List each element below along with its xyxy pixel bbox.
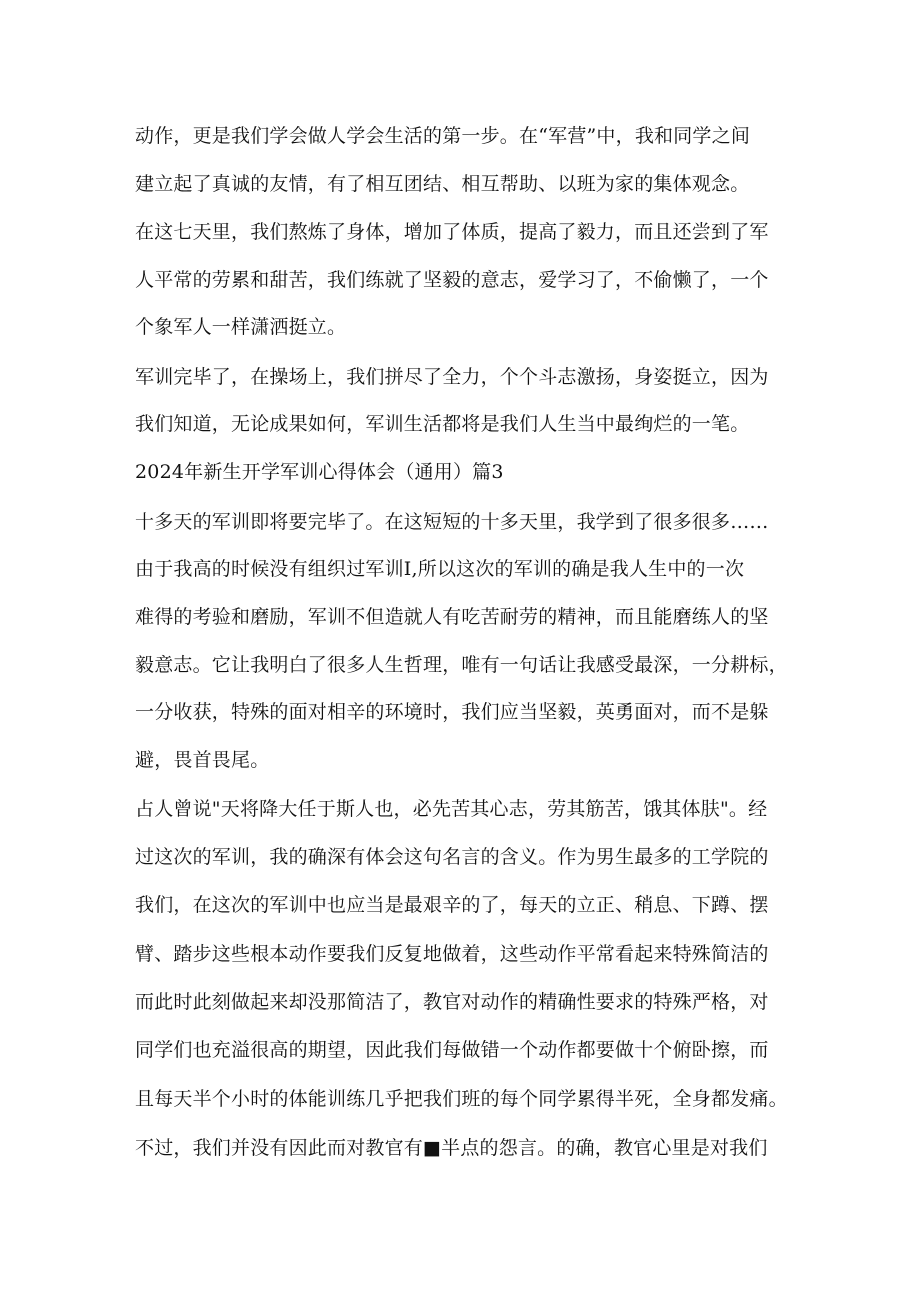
- text-line: 过这次的军训，我的确深有体会这句名言的含义。作为男生最多的工学院的: [135, 846, 769, 868]
- text-line: 人平常的劳累和甜苦，我们练就了坚毅的意志，爱学习了，不偷懒了，一个: [135, 269, 769, 291]
- text-line: 毅意志。它让我明白了很多人生哲理，唯有一句话让我感受最深，一分耕标，: [135, 654, 788, 676]
- text-line: 而此时此刻做起来却没那简洁了，教官对动作的精确性要求的特殊严格，对: [135, 991, 769, 1013]
- text-line: 难得的考验和磨励，军训不但造就人有吃苦耐劳的精神，而且能磨练人的坚: [135, 606, 769, 628]
- text-line: 臂、踏步这些根本动作要我们反复地做着，这些动作平常看起来特殊简洁的: [135, 943, 769, 965]
- text-line: 不过，我们并没有因此而对教官有■半点的怨言。的确，教官心里是对我们: [135, 1137, 768, 1159]
- text-line: 我们，在这次的军训中也应当是最艰辛的了，每天的立正、稍息、下蹲、摆: [135, 894, 769, 916]
- text-line: 动作，更是我们学会做人学会生活的第一步。在“军营”中，我和同学之间: [135, 125, 751, 147]
- text-line: 占人曾说"天将降大任于斯人也，必先苦其心志，劳其筋苦，饿其体肤"。经: [135, 798, 768, 820]
- text-line: 个象军人一样潇洒挺立。: [135, 316, 347, 338]
- text-line: 我们知道，无论成果如何，军训生活都将是我们人生当中最绚烂的一笔。: [135, 413, 750, 435]
- text-line: 由于我高的时候没有组织过军训I,所以这次的军训的确是我人生中的一次: [135, 558, 745, 580]
- section-heading: 2024年新生开学军训心得体会（通用）篇3: [135, 461, 504, 483]
- text-line: 一分收获，特殊的面对相辛的环境时，我们应当坚毅，英勇面对，而不是躲: [135, 701, 769, 723]
- text-line: 避，畏首畏尾。: [135, 749, 270, 771]
- text-line: 军训完毕了，在操场上，我们拼尽了全力，个个斗志激扬，身姿挺立，因为: [135, 366, 769, 388]
- text-line: 十多天的军训即将要完毕了。在这短短的十多天里，我学到了很多很多……: [135, 511, 769, 533]
- text-line: 在这七天里，我们熬炼了身体，增加了体质，提高了毅力，而且还尝到了军: [135, 221, 769, 243]
- text-line: 且每天半个小时的体能训练几乎把我们班的每个同学累得半死，全身都发痛。: [135, 1088, 788, 1110]
- text-line: 同学们也充溢很高的期望，因此我们每做错一个动作都要做十个俯卧擦，而: [135, 1039, 769, 1061]
- text-line: 建立起了真诚的友情，有了相互团结、相互帮助、以班为家的集体观念。: [135, 173, 750, 195]
